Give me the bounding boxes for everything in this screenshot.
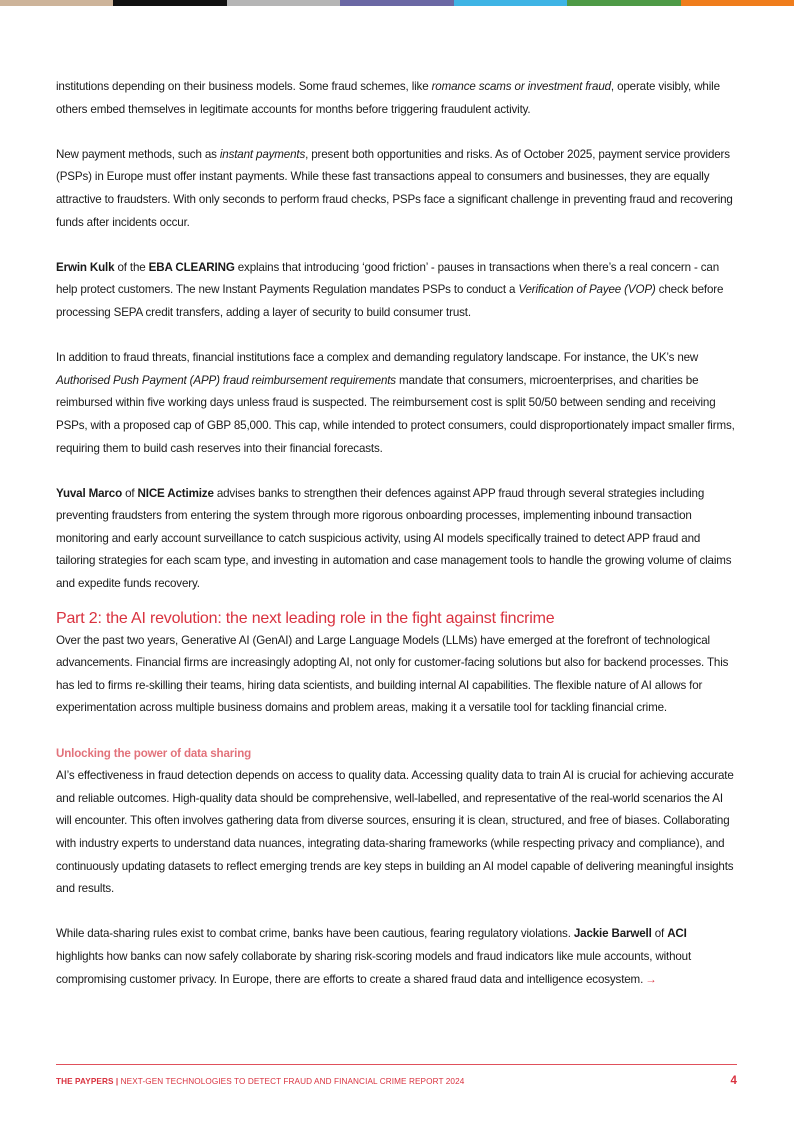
person-name: Yuval Marco bbox=[56, 486, 123, 500]
text-run: check before processing SEPA credit transfers, adding a layer of security to build consumer trust. bbox=[56, 283, 724, 319]
person-name: Jackie Barwell bbox=[573, 927, 652, 941]
text-run: , operate visibly, while others embed themselves in legitimate accounts for months before triggering fraudulent activity. bbox=[56, 80, 720, 116]
paragraph-data-quality: AI’s effectiveness in fraud detection depends on access to quality data. Accessing quality data to train AI is crucial for achieving accurate and reliable outcomes. High-quality data should be comprehensive, well-labelled, and representative of the real-world scenarios the AI will encounter. This often involves gathering data from diverse sources, ensuring it is clean, structured, and free of biases. Collaborating with industry experts to understand data nuances, integrating data-sharing frameworks (while respecting privacy and compliance), and continuously updating datasets to reflect emerging trends are key steps in building an AI model capable of delivering meaningful insights and results. bbox=[56, 769, 734, 896]
paragraph-jackie-barwell bbox=[56, 923, 737, 991]
text-run: mandate that consumers, microenterprises, and charities be reimbursed within five working days unless fraud is suspected. The reimbursement cost is split 50/50 between sending and receiving PSPs, with a proposed cap of GBP 85,000. This cap, while intended to protect consumers, could disproportionately impact smaller firms, requiring them to build cash reserves into their financial forecasts. bbox=[56, 373, 735, 455]
text-run: In addition to fraud threats, financial institutions face a complex and demanding regulatory landscape. For instance, the UK’s new bbox=[56, 351, 699, 365]
emphasis-text: Verification of Payee (VOP) bbox=[518, 283, 656, 297]
organization-name: EBA CLEARING bbox=[148, 260, 235, 274]
color-strip-segment bbox=[0, 0, 113, 6]
organization-name: NICE Actimize bbox=[137, 486, 214, 500]
organization-name: ACI bbox=[667, 927, 687, 941]
text-run: New payment methods, such as bbox=[56, 147, 220, 161]
color-strip-segment bbox=[340, 0, 453, 6]
text-run: explains that introducing ‘good friction’ - pauses in transactions when there’s a real concern - can help protect customers. The new Instant Payments Regulation mandates PSPs to conduct a bbox=[56, 260, 719, 297]
paragraph-ai-revolution: Over the past two years, Generative AI (GenAI) and Large Language Models (LLMs) have emerged at the forefront of technological advancements. Financial firms are increasingly adopting AI, not only for customer-facing solutions but also for backend processes. This has led to firms re-skilling their teams, hiring data scientists, and building internal AI capabilities. The flexible nature of AI allows for experimentation across multiple business domains and problem areas, making it a versatile tool for tackling financial crime. bbox=[56, 633, 729, 715]
paragraph-regulatory-landscape bbox=[56, 347, 737, 460]
color-strip-segment bbox=[227, 0, 340, 6]
paragraph-instant-payments bbox=[56, 144, 737, 234]
person-name: Erwin Kulk bbox=[56, 260, 115, 274]
page-footer bbox=[56, 1077, 737, 1093]
text-run: advises banks to strengthen their defences against APP fraud through several strategies including preventing fraudsters from entering the system through more rigorous onboarding processes, implementing inbound transaction monitoring and early account surveillance to catch suspicious activity, using AI models specifically trained to detect APP fraud and tailoring strategies for each scam type, and investing in automation and case management tools to handle the growing volume of claims and expedite funds recovery. bbox=[56, 486, 732, 591]
text-run: institutions depending on their business models. Some fraud schemes, like bbox=[56, 80, 432, 93]
emphasis-text: instant payments bbox=[219, 147, 306, 161]
text-run: , present both opportunities and risks. As of October 2025, payment service providers (PSPs) in Europe must offer instant payments. While these fast transactions appeal to consumers and businesses, they are equally attractive to fraudsters. With only seconds to perform fraud checks, PSPs face a significant challenge in preventing fraud and recovering funds after incidents occur. bbox=[56, 147, 733, 229]
article-body bbox=[56, 76, 737, 991]
footer-brand: THE PAYPERS bbox=[56, 1077, 114, 1086]
paragraph-erwin-kulk bbox=[56, 257, 737, 325]
text-run: of bbox=[122, 486, 138, 500]
color-strip-segment bbox=[454, 0, 567, 6]
footer-separator: | bbox=[113, 1077, 121, 1086]
color-strip-segment bbox=[113, 0, 226, 6]
continue-arrow-icon: → bbox=[645, 972, 657, 986]
header-color-strip bbox=[0, 0, 794, 6]
emphasis-text: Authorised Push Payment (APP) fraud reimbursement requirements bbox=[56, 373, 396, 387]
text-run: highlights how banks can now safely collaborate by sharing risk-scoring models and fraud indicators like mule accounts, without compromising customer privacy. In Europe, there are efforts to create a shared fraud data and intelligence ecosystem. bbox=[56, 949, 692, 986]
page-number: 4 bbox=[730, 1075, 737, 1087]
color-strip-segment bbox=[567, 0, 680, 6]
emphasis-text: romance scams or investment fraud bbox=[431, 80, 611, 93]
footer-divider bbox=[56, 1064, 737, 1065]
paragraph-yuval-marco bbox=[56, 483, 737, 596]
paragraph-fraud-schemes bbox=[56, 76, 737, 121]
text-run: of the bbox=[114, 260, 149, 274]
sub-heading: Unlocking the power of data sharing bbox=[56, 746, 252, 760]
color-strip-segment bbox=[681, 0, 794, 6]
text-run: of bbox=[651, 927, 668, 941]
text-run: While data-sharing rules exist to combat crime, banks have been cautious, fearing regulatory violations. bbox=[56, 927, 574, 941]
footer-report-title: NEXT-GEN TECHNOLOGIES TO DETECT FRAUD AND FINANCIAL CRIME REPORT 2024 bbox=[120, 1077, 465, 1086]
section-heading: Part 2: the AI revolution: the next leading role in the fight against fincrime bbox=[56, 609, 555, 627]
